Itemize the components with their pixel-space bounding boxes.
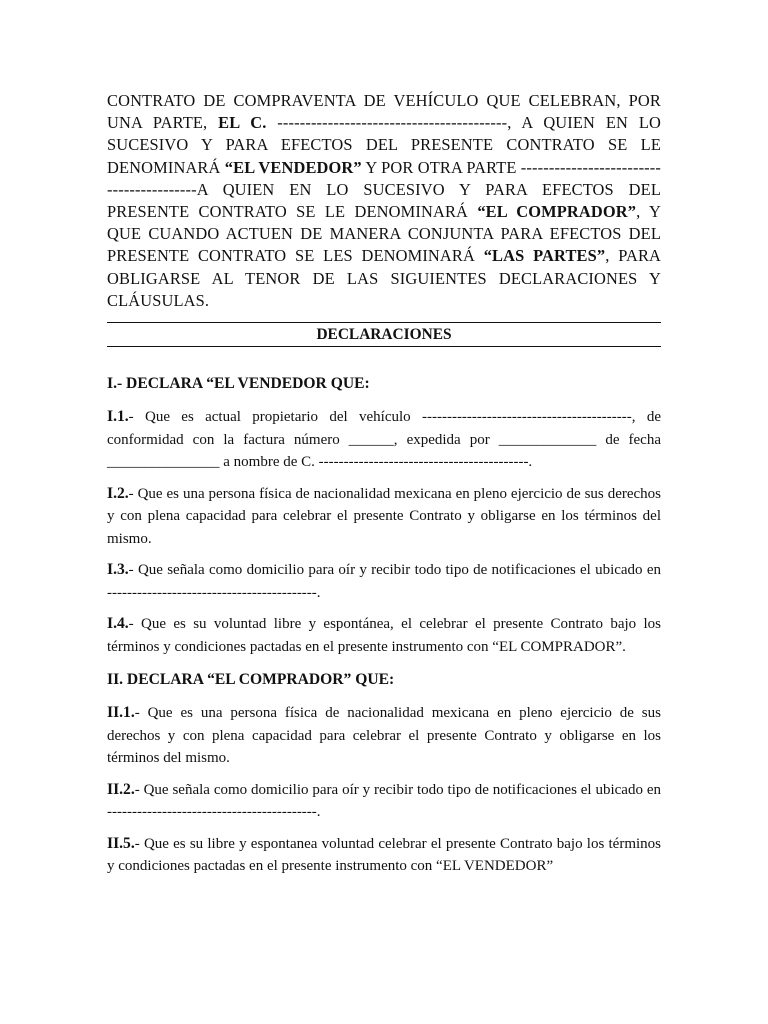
intro-text-4: , Y QUE CUANDO ACTUEN DE MANERA CONJUNTA PARA EFECTOS DEL PRESENTE CONTRATO SE LES DENOMINARÁ <box>107 202 662 266</box>
intro-text-1: CONTRATO DE COMPRAVENTA DE VEHÍCULO QUE CELEBRAN, POR UNA PARTE, <box>107 91 661 133</box>
intro-text-2: -----------------------------------------, A QUIEN EN LO SUCESIVO Y PARA EFECTOS DEL PRESENTE CONTRATO SE LE DENOMINARÁ <box>107 113 661 177</box>
clause-i-4 <box>107 613 661 658</box>
intro-bold-las-partes: “LAS PARTES” <box>483 246 606 266</box>
clause-text: - Que es una persona física de nacionalidad mexicana en pleno ejercicio de sus derechos y con plena capacidad para celebrar el presente Contrato y obligarse en los términos del mismo. <box>107 705 661 767</box>
clause-number: II.2. <box>107 780 135 798</box>
clause-number: I.4. <box>107 615 129 633</box>
section-vendedor-title: I.- DECLARA “EL VENDEDOR QUE: <box>107 375 370 393</box>
intro-bold-el-comprador: “EL COMPRADOR” <box>477 202 637 222</box>
document-page <box>107 90 661 878</box>
clause-text: - Que señala como domicilio para oír y recibir todo tipo de notificaciones el ubicado en ------------------------------------------. <box>107 781 661 821</box>
clause-number: II.1. <box>107 704 135 722</box>
clause-i-1 <box>107 406 661 474</box>
declaraciones-heading: DECLARACIONES <box>316 326 452 344</box>
contract-intro <box>107 90 661 312</box>
clause-text: - Que es una persona física de nacionalidad mexicana en pleno ejercicio de sus derechos y con plena capacidad para celebrar el presente Contrato y obligarse en los términos del mismo. <box>107 485 661 547</box>
clause-ii-5 <box>107 833 661 878</box>
heading-rule-bottom <box>107 346 661 347</box>
clause-number: II.5. <box>107 834 135 852</box>
clause-number: I.1. <box>107 408 129 426</box>
clause-number: I.3. <box>107 561 129 579</box>
clause-number: I.2. <box>107 484 129 502</box>
intro-bold-el-c: EL C. <box>218 113 267 133</box>
clause-text: - Que es su libre y espontanea voluntad celebrar el presente Contrato bajo los términos y condiciones pactadas en el presente instrumento con “EL VENDEDOR” <box>107 835 661 875</box>
clause-i-2 <box>107 483 661 551</box>
intro-bold-el-vendedor: “EL VENDEDOR” <box>224 157 362 177</box>
intro-text-3: Y POR OTRA PARTE -----------------------------------------A QUIEN EN LO SUCESIVO Y PARA EFECTOS DEL PRESENTE CONTRATO SE LE DENOMINARÁ <box>107 157 662 222</box>
clause-ii-1 <box>107 702 661 770</box>
clause-i-3 <box>107 559 661 604</box>
heading-rule-top <box>107 322 661 323</box>
clause-text: - Que es su voluntad libre y espontánea, el celebrar el presente Contrato bajo los términos y condiciones pactadas en el presente instrumento con “EL COMPRADOR”. <box>107 616 661 655</box>
clause-text: - Que es actual propietario del vehículo ------------------------------------------, de conformidad con la factura número ______, expedida por _____________ de fecha _______________ a nombre de C. ------------------------------------------. <box>107 409 661 471</box>
clause-text: - Que señala como domicilio para oír y recibir todo tipo de notificaciones el ubicado en ------------------------------------------. <box>107 562 661 601</box>
section-comprador-title: II. DECLARA “EL COMPRADOR” QUE: <box>107 671 395 689</box>
intro-text-5: , PARA OBLIGARSE AL TENOR DE LAS SIGUIENTES DECLARACIONES Y CLÁUSULAS. <box>107 246 662 310</box>
clause-ii-2 <box>107 779 661 824</box>
